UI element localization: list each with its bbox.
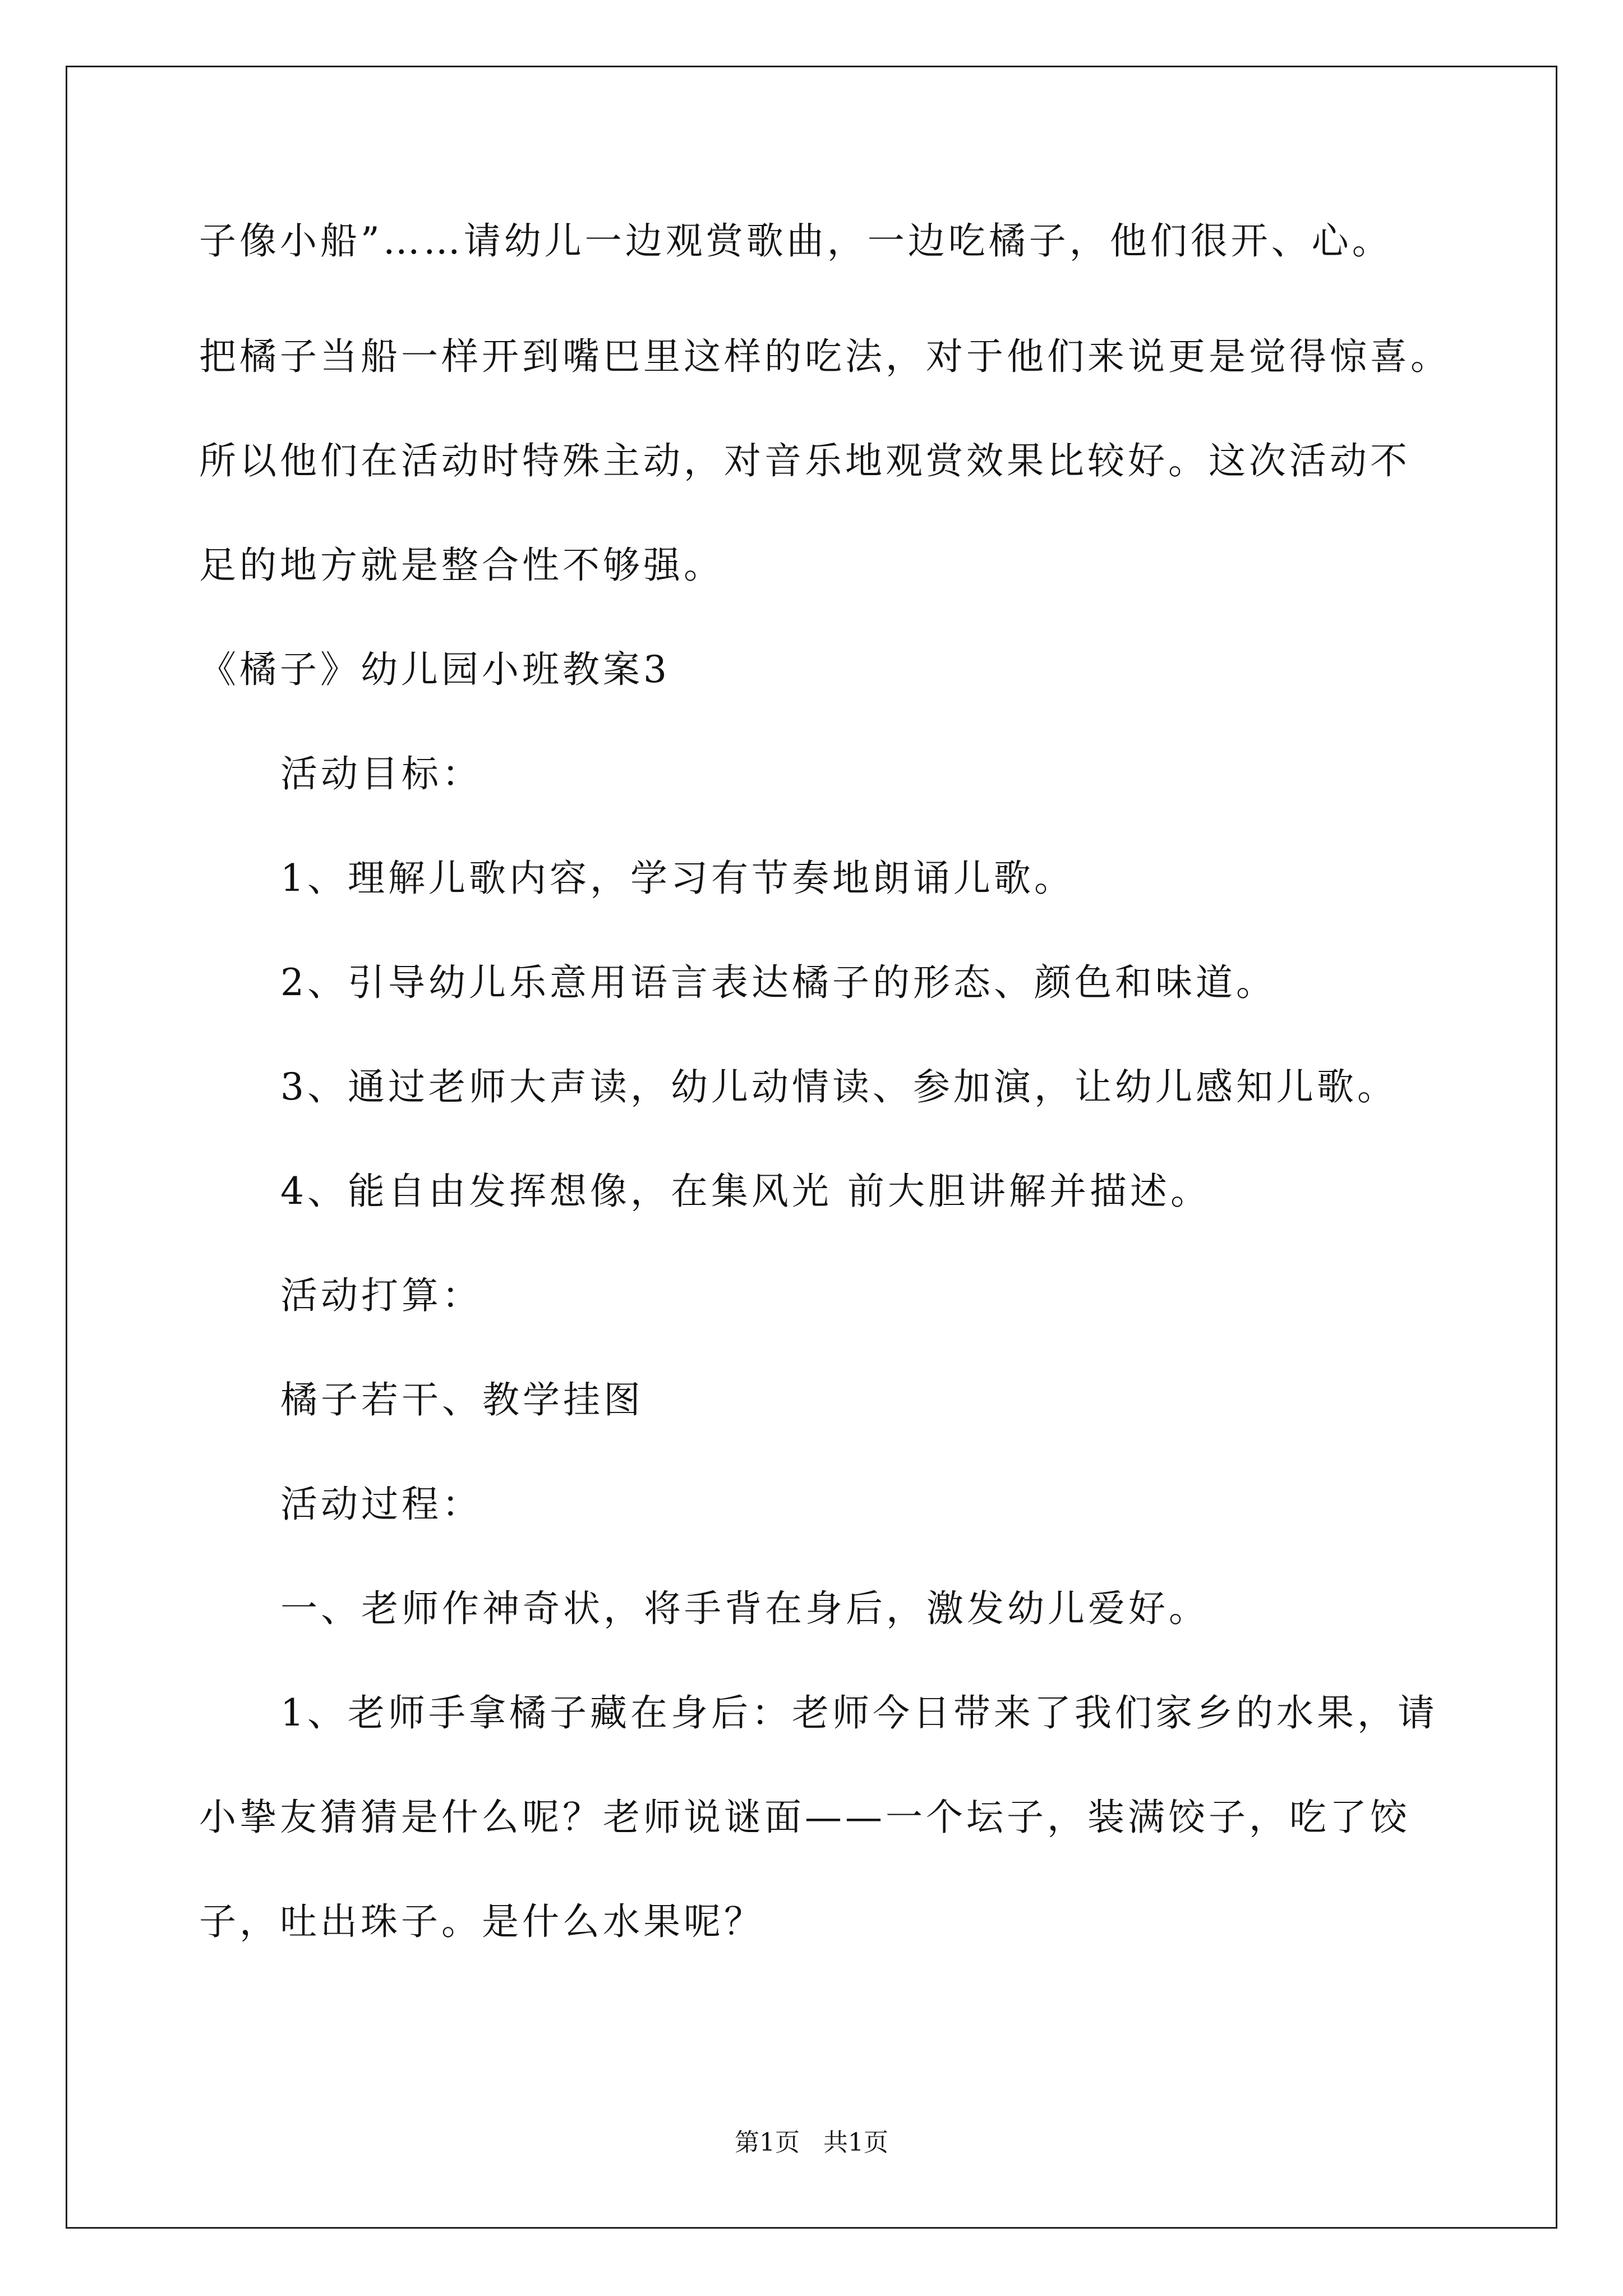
paragraph-line: 足的地方就是整合性不够强。 bbox=[199, 544, 724, 587]
goal-item: 2、引导幼儿乐意用语言表达橘子的形态、颜色和味道。 bbox=[280, 961, 1276, 1004]
paragraph-line: 所以他们在活动时特殊主动，对音乐地观赏效果比较好。这次活动不 bbox=[199, 439, 1410, 482]
section-title: 《橘子》幼儿园小班教案3 bbox=[199, 648, 670, 691]
process-step: 一、老师作神奇状，将手背在身后，激发幼儿爱好。 bbox=[280, 1587, 1209, 1630]
process-sub-line: 小挚友猜猜是什么呢？老师说谜面——一个坛子，装满饺子，吃了饺 bbox=[199, 1796, 1410, 1839]
goal-item: 1、理解儿歌内容，学习有节奏地朗诵儿歌。 bbox=[280, 857, 1075, 900]
process-sub-line: 1、老师手拿橘子藏在身后：老师今日带来了我们家乡的水果，请 bbox=[280, 1691, 1438, 1734]
goals-heading: 活动目标： bbox=[280, 752, 482, 795]
paragraph-line: 把橘子当船一样开到嘴巴里这样的吃法，对于他们来说更是觉得惊喜。 bbox=[199, 335, 1451, 378]
goal-item: 4、能自由发挥想像，在集风光 前大胆讲解并描述。 bbox=[280, 1170, 1211, 1213]
prep-heading: 活动打算： bbox=[280, 1274, 482, 1317]
prep-text: 橘子若干、教学挂图 bbox=[280, 1378, 644, 1421]
page-footer: 第1页 共1页 bbox=[735, 2128, 888, 2157]
process-heading: 活动过程： bbox=[280, 1483, 482, 1526]
process-sub-line: 子，吐出珠子。是什么水果呢？ bbox=[199, 1900, 764, 1943]
goal-item: 3、通过老师大声读，幼儿动情读、参加演，让幼儿感知儿歌。 bbox=[280, 1065, 1398, 1108]
paragraph-line: 子像小船”……请幼儿一边观赏歌曲，一边吃橘子，他们很开、心。 bbox=[199, 219, 1393, 263]
